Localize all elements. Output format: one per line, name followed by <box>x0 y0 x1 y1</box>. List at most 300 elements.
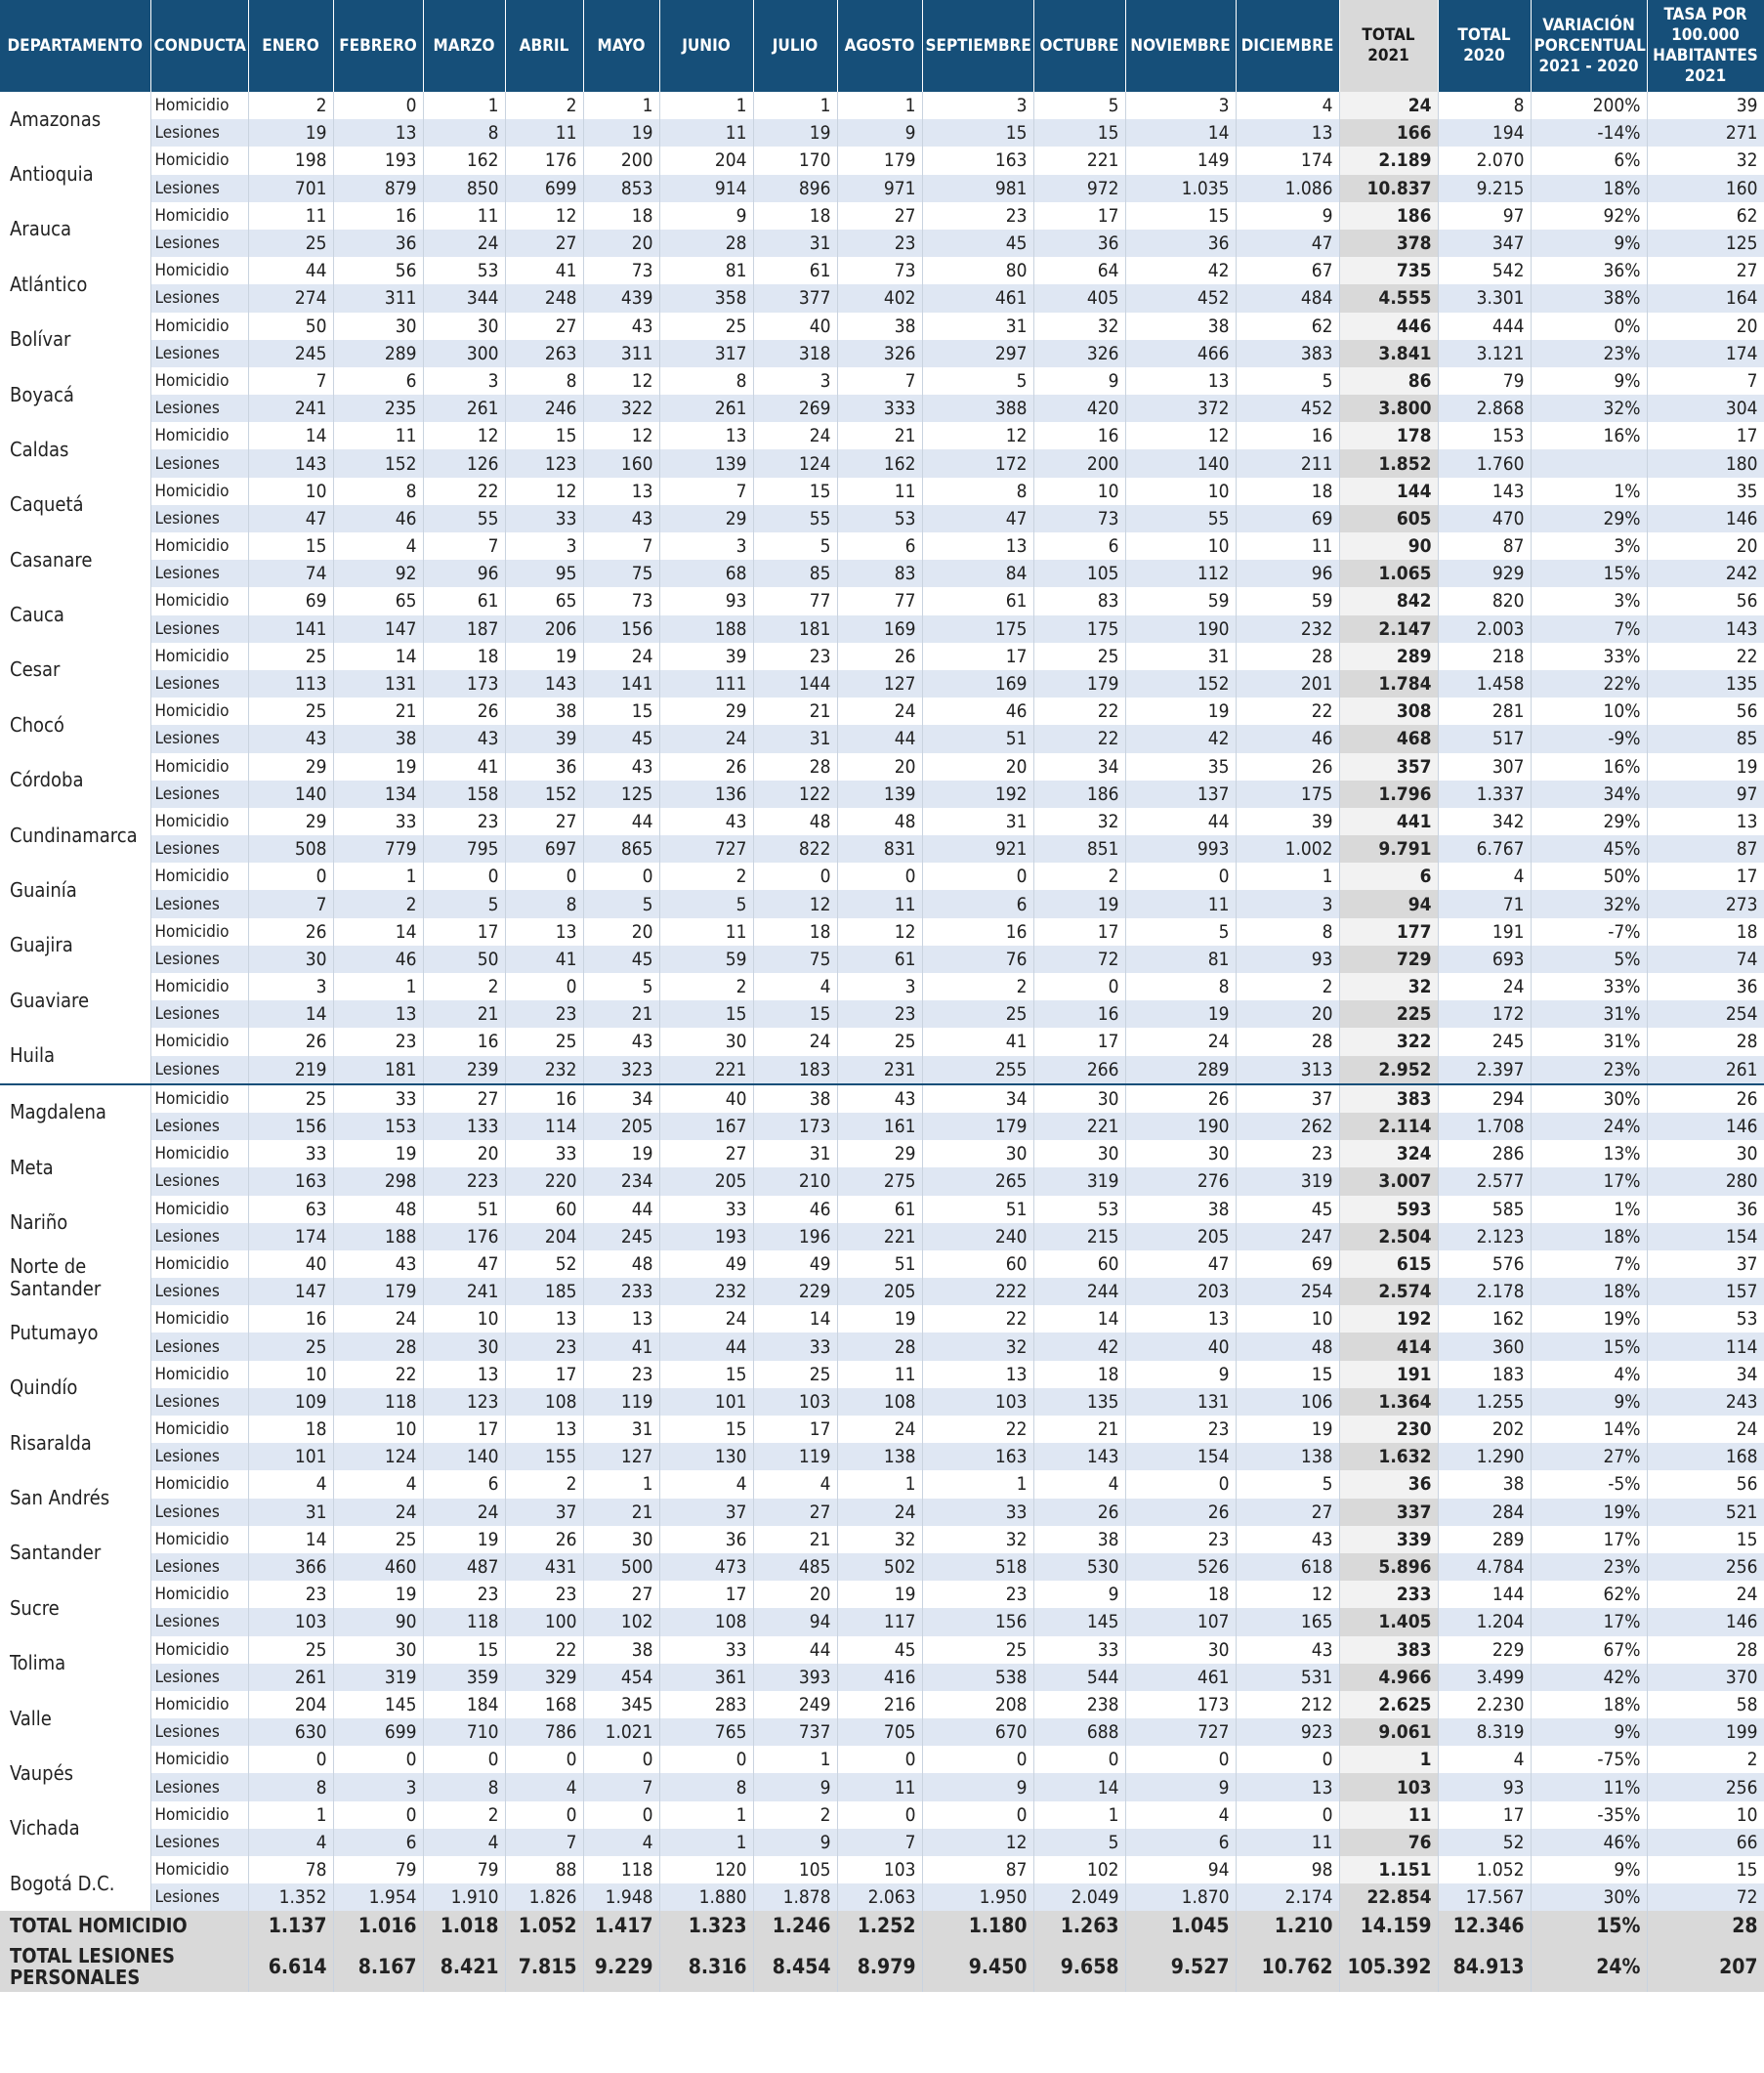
table-row <box>0 1388 1764 1416</box>
data-cell: 30 <box>248 946 333 973</box>
data-cell: 229 <box>1438 1636 1531 1664</box>
data-cell: -35% <box>1531 1801 1647 1829</box>
data-cell: 6.767 <box>1438 835 1531 863</box>
department-name: Guainía <box>0 863 150 917</box>
total-cell: 9.527 <box>1125 1940 1236 1992</box>
data-cell: 162 <box>837 449 922 477</box>
data-cell: 311 <box>333 284 423 312</box>
data-cell: 3 <box>837 973 922 1000</box>
data-cell: 0 <box>1033 973 1125 1000</box>
total-cell: 10.762 <box>1236 1940 1339 1992</box>
data-cell: 377 <box>753 284 837 312</box>
data-cell: 255 <box>922 1056 1033 1084</box>
data-cell: 38 <box>1033 1526 1125 1553</box>
data-cell: 30 <box>423 313 505 340</box>
data-cell: 103 <box>922 1388 1033 1416</box>
conduct-label: Homicidio <box>150 643 248 670</box>
data-cell: 15 <box>423 1636 505 1664</box>
data-cell: 18 <box>753 202 837 230</box>
data-cell: 10 <box>1236 1305 1339 1333</box>
data-cell: 388 <box>922 395 1033 422</box>
conduct-label: Homicidio <box>150 1526 248 1553</box>
data-cell: 22 <box>1236 698 1339 725</box>
data-cell: 245 <box>1438 1028 1531 1055</box>
data-cell: 73 <box>583 257 659 284</box>
total-2021-cell: 186 <box>1339 202 1438 230</box>
data-cell: 19 <box>505 643 583 670</box>
data-cell: 9 <box>753 1773 837 1800</box>
data-cell: 238 <box>1033 1691 1125 1718</box>
data-cell: 143 <box>1647 615 1764 643</box>
data-cell: 23 <box>505 1000 583 1028</box>
data-cell: 16 <box>333 202 423 230</box>
data-cell: 8 <box>248 1773 333 1800</box>
department-name: Santander <box>0 1526 150 1581</box>
data-cell: 30 <box>1125 1636 1236 1664</box>
data-cell: 289 <box>1125 1056 1236 1084</box>
data-cell: 15 <box>1647 1856 1764 1883</box>
data-cell: 851 <box>1033 835 1125 863</box>
data-cell: 896 <box>753 175 837 202</box>
data-cell: 929 <box>1438 560 1531 587</box>
data-cell: 194 <box>1438 119 1531 147</box>
data-cell: 1 <box>753 1746 837 1773</box>
data-cell: 79 <box>423 1856 505 1883</box>
table-row <box>0 1113 1764 1140</box>
data-cell: 37 <box>659 1499 753 1526</box>
data-cell: 2.049 <box>1033 1883 1125 1911</box>
data-cell: 0 <box>1125 863 1236 890</box>
data-cell: 232 <box>505 1056 583 1084</box>
data-cell: 10 <box>1125 478 1236 505</box>
data-cell: 65 <box>505 587 583 614</box>
data-cell: 24 <box>659 725 753 752</box>
data-cell: 14 <box>1033 1773 1125 1800</box>
data-cell: 102 <box>1033 1856 1125 1883</box>
total-2021-cell: 289 <box>1339 643 1438 670</box>
data-cell: 124 <box>753 449 837 477</box>
data-cell: 972 <box>1033 175 1125 202</box>
data-cell: 50% <box>1531 863 1647 890</box>
data-cell: 8.319 <box>1438 1718 1531 1746</box>
total-2021-cell: 4.966 <box>1339 1664 1438 1691</box>
data-cell: 24 <box>1125 1028 1236 1055</box>
data-cell: 156 <box>248 1113 333 1140</box>
data-cell: 155 <box>505 1443 583 1470</box>
data-cell: 22 <box>1647 643 1764 670</box>
data-cell: 65 <box>333 587 423 614</box>
data-cell: 45 <box>922 230 1033 257</box>
data-cell: 220 <box>505 1167 583 1195</box>
data-cell: 3 <box>1236 890 1339 917</box>
data-cell: 9% <box>1531 230 1647 257</box>
data-cell: 162 <box>423 147 505 174</box>
data-cell: 7 <box>1647 367 1764 395</box>
data-cell: 55 <box>753 505 837 532</box>
data-cell: 138 <box>837 1443 922 1470</box>
data-cell: 25 <box>248 1333 333 1360</box>
data-cell: 500 <box>583 1553 659 1581</box>
data-cell: 1 <box>423 92 505 119</box>
table-row <box>0 313 1764 340</box>
data-cell: 66 <box>1647 1829 1764 1856</box>
conduct-label: Homicidio <box>150 1250 248 1278</box>
data-cell: 261 <box>423 395 505 422</box>
total-2021-cell: 178 <box>1339 422 1438 449</box>
data-cell: 22 <box>423 478 505 505</box>
data-cell: 58 <box>1647 1691 1764 1718</box>
conduct-label: Lesiones <box>150 230 248 257</box>
data-cell: 8 <box>1438 92 1531 119</box>
data-cell: 5 <box>659 890 753 917</box>
data-cell: 25 <box>922 1000 1033 1028</box>
data-cell: 23 <box>248 1581 333 1608</box>
data-cell: 32 <box>1033 313 1125 340</box>
data-cell: 262 <box>1236 1113 1339 1140</box>
data-cell: 26 <box>837 643 922 670</box>
conduct-label: Lesiones <box>150 781 248 808</box>
data-cell: 55 <box>423 505 505 532</box>
data-cell: 9% <box>1531 1388 1647 1416</box>
data-cell: 221 <box>1033 147 1125 174</box>
data-cell: 23 <box>922 1581 1033 1608</box>
data-cell: 2 <box>505 1470 583 1498</box>
data-cell: 135 <box>1033 1388 1125 1416</box>
conduct-label: Lesiones <box>150 1664 248 1691</box>
data-cell: 45 <box>583 725 659 752</box>
data-cell: 118 <box>333 1388 423 1416</box>
table-row <box>0 890 1764 917</box>
table-row <box>0 1581 1764 1608</box>
data-cell: 30 <box>922 1140 1033 1167</box>
data-cell: 25 <box>248 230 333 257</box>
total-2021-cell: 94 <box>1339 890 1438 917</box>
data-cell: 43 <box>583 505 659 532</box>
table-row <box>0 1746 1764 1773</box>
data-cell: 53 <box>423 257 505 284</box>
data-cell: 28 <box>1647 1028 1764 1055</box>
table-body <box>0 92 1764 1992</box>
conduct-label: Homicidio <box>150 1084 248 1113</box>
data-cell <box>1531 449 1647 477</box>
data-cell: 149 <box>1125 147 1236 174</box>
data-cell: 7 <box>583 1773 659 1800</box>
data-cell: 33 <box>1033 1636 1125 1664</box>
table-row <box>0 1801 1764 1829</box>
data-cell: 45% <box>1531 835 1647 863</box>
data-cell: 16 <box>423 1028 505 1055</box>
data-cell: 4 <box>1438 1746 1531 1773</box>
department-name: Valle <box>0 1691 150 1746</box>
data-cell: 14 <box>248 422 333 449</box>
data-cell: 153 <box>333 1113 423 1140</box>
data-cell: 820 <box>1438 587 1531 614</box>
data-cell: 261 <box>248 1664 333 1691</box>
data-cell: 143 <box>248 449 333 477</box>
data-cell: 9 <box>922 1773 1033 1800</box>
table-row <box>0 615 1764 643</box>
data-cell: 779 <box>333 835 423 863</box>
data-cell: 168 <box>1647 1443 1764 1470</box>
total-cell: 7.815 <box>505 1940 583 1992</box>
data-cell: 21 <box>1033 1416 1125 1443</box>
data-cell: 727 <box>659 835 753 863</box>
data-cell: 95 <box>505 560 583 587</box>
data-cell: 15 <box>1647 1526 1764 1553</box>
data-cell: 113 <box>248 670 333 698</box>
data-cell: 31 <box>753 230 837 257</box>
data-cell: 454 <box>583 1664 659 1691</box>
data-cell: 3 <box>659 532 753 560</box>
data-cell: 17 <box>753 1416 837 1443</box>
total-2021-cell: 225 <box>1339 1000 1438 1028</box>
department-name: Bolívar <box>0 313 150 367</box>
data-cell: 37 <box>1647 1250 1764 1278</box>
department-name: Arauca <box>0 202 150 257</box>
data-cell: 173 <box>423 670 505 698</box>
data-cell: 44 <box>837 725 922 752</box>
data-cell: 94 <box>753 1608 837 1635</box>
data-cell: 5 <box>423 890 505 917</box>
data-cell: 0 <box>837 1746 922 1773</box>
data-cell: 19 <box>583 119 659 147</box>
data-cell: 170 <box>753 147 837 174</box>
data-cell: 22 <box>333 1361 423 1388</box>
data-cell: 2.230 <box>1438 1691 1531 1718</box>
data-cell: 4 <box>753 1470 837 1498</box>
data-cell: 5 <box>1033 1829 1125 1856</box>
data-cell: 16 <box>1033 1000 1125 1028</box>
data-cell: 8 <box>505 367 583 395</box>
total-2021-cell: 9.061 <box>1339 1718 1438 1746</box>
data-cell: 0% <box>1531 313 1647 340</box>
data-cell: 119 <box>753 1443 837 1470</box>
data-cell: 73 <box>837 257 922 284</box>
total-cell: 1.263 <box>1033 1911 1125 1940</box>
data-cell: 7% <box>1531 1250 1647 1278</box>
data-cell: 1.052 <box>1438 1856 1531 1883</box>
data-cell: 130 <box>659 1443 753 1470</box>
data-cell: 13 <box>423 1361 505 1388</box>
data-cell: 431 <box>505 1553 583 1581</box>
data-cell: 23 <box>423 1581 505 1608</box>
data-cell: 108 <box>837 1388 922 1416</box>
data-cell: 18 <box>1033 1361 1125 1388</box>
data-cell: 46 <box>922 698 1033 725</box>
data-cell: 23% <box>1531 1056 1647 1084</box>
data-cell: 24 <box>659 1305 753 1333</box>
data-cell: 508 <box>248 835 333 863</box>
data-cell: 30 <box>583 1526 659 1553</box>
data-cell: 172 <box>1438 1000 1531 1028</box>
data-cell: 261 <box>659 395 753 422</box>
data-cell: 174 <box>1236 147 1339 174</box>
column-header: TOTAL 2020 <box>1438 0 1531 92</box>
data-cell: 184 <box>423 1691 505 1718</box>
data-cell: 879 <box>333 175 423 202</box>
data-cell: 41 <box>505 946 583 973</box>
data-cell: 163 <box>248 1167 333 1195</box>
data-cell: 27% <box>1531 1443 1647 1470</box>
table-row <box>0 973 1764 1000</box>
conduct-label: Homicidio <box>150 532 248 560</box>
conduct-label: Homicidio <box>150 973 248 1000</box>
data-cell: 163 <box>922 1443 1033 1470</box>
conduct-label: Homicidio <box>150 1801 248 1829</box>
column-header: CONDUCTA <box>150 0 248 92</box>
data-cell: 196 <box>753 1223 837 1250</box>
data-cell: 193 <box>333 147 423 174</box>
data-cell: -5% <box>1531 1470 1647 1498</box>
data-cell: 13 <box>1125 1305 1236 1333</box>
data-cell: 8 <box>922 478 1033 505</box>
data-cell: 158 <box>423 781 505 808</box>
data-cell: 140 <box>423 1443 505 1470</box>
data-cell: 60 <box>505 1196 583 1223</box>
data-cell: 126 <box>423 449 505 477</box>
data-cell: 23% <box>1531 1553 1647 1581</box>
data-cell: 13 <box>505 1416 583 1443</box>
column-header: VARIACIÓN PORCENTUAL 2021 - 2020 <box>1531 0 1647 92</box>
data-cell: 25 <box>248 1084 333 1113</box>
data-cell: 81 <box>659 257 753 284</box>
table-row <box>0 478 1764 505</box>
data-cell: 12 <box>505 478 583 505</box>
total-2021-cell: 1.065 <box>1339 560 1438 587</box>
data-cell: 38 <box>1125 313 1236 340</box>
data-cell: 452 <box>1236 395 1339 422</box>
data-cell: 154 <box>1647 1223 1764 1250</box>
conduct-label: Lesiones <box>150 340 248 367</box>
data-cell: 19 <box>1125 1000 1236 1028</box>
data-cell: 538 <box>922 1664 1033 1691</box>
table-row <box>0 560 1764 587</box>
data-cell: 1.290 <box>1438 1443 1531 1470</box>
data-cell: 10 <box>423 1305 505 1333</box>
data-cell: 6 <box>922 890 1033 917</box>
total-2021-cell: 233 <box>1339 1581 1438 1608</box>
data-cell: 670 <box>922 1718 1033 1746</box>
conduct-label: Homicidio <box>150 1746 248 1773</box>
data-cell: 63 <box>248 1196 333 1223</box>
data-cell: 24% <box>1531 1113 1647 1140</box>
data-cell: 323 <box>583 1056 659 1084</box>
conduct-label: Lesiones <box>150 1223 248 1250</box>
data-cell: 168 <box>505 1691 583 1718</box>
department-name: San Andrés <box>0 1470 150 1525</box>
conduct-label: Homicidio <box>150 1636 248 1664</box>
data-cell: 87 <box>1438 532 1531 560</box>
data-cell: 83 <box>837 560 922 587</box>
data-cell: 33 <box>922 1499 1033 1526</box>
data-cell: 19 <box>333 1140 423 1167</box>
data-cell: 19 <box>333 1581 423 1608</box>
table-row <box>0 1223 1764 1250</box>
data-cell: 204 <box>659 147 753 174</box>
data-cell: 17 <box>1033 1028 1125 1055</box>
data-cell: 14 <box>248 1000 333 1028</box>
data-cell: 50 <box>248 313 333 340</box>
total-cell: 1.246 <box>753 1911 837 1940</box>
table-row <box>0 1691 1764 1718</box>
table-row <box>0 1718 1764 1746</box>
data-cell: 853 <box>583 175 659 202</box>
data-cell: 30 <box>1125 1140 1236 1167</box>
data-cell: 317 <box>659 340 753 367</box>
data-cell: 23 <box>505 1333 583 1360</box>
data-cell: 33 <box>753 1333 837 1360</box>
data-cell: 190 <box>1125 1113 1236 1140</box>
data-cell: 765 <box>659 1718 753 1746</box>
data-cell: 48 <box>1236 1333 1339 1360</box>
data-cell: 1.021 <box>583 1718 659 1746</box>
data-cell: 61 <box>423 587 505 614</box>
data-cell: 18% <box>1531 1691 1647 1718</box>
data-cell: 20 <box>1647 532 1764 560</box>
data-cell: 30 <box>333 313 423 340</box>
data-cell: 169 <box>922 670 1033 698</box>
data-cell: 0 <box>505 863 583 890</box>
data-cell: 87 <box>922 1856 1033 1883</box>
conduct-label: Lesiones <box>150 725 248 752</box>
data-cell: 23 <box>837 1000 922 1028</box>
table-row <box>0 1499 1764 1526</box>
total-2021-cell: 729 <box>1339 946 1438 973</box>
data-cell: 188 <box>333 1223 423 1250</box>
data-cell: 5 <box>1236 367 1339 395</box>
data-cell: 232 <box>659 1278 753 1305</box>
data-cell: 103 <box>248 1608 333 1635</box>
data-cell: 47 <box>1236 230 1339 257</box>
conduct-label: Lesiones <box>150 890 248 917</box>
data-cell: 521 <box>1647 1499 1764 1526</box>
data-cell: 127 <box>837 670 922 698</box>
data-cell: 20 <box>1236 1000 1339 1028</box>
data-cell: 19 <box>1647 753 1764 781</box>
data-cell: 0 <box>1236 1746 1339 1773</box>
data-cell: 20 <box>583 230 659 257</box>
department-name: Vichada <box>0 1801 150 1856</box>
data-cell: 206 <box>505 615 583 643</box>
department-name: Guajira <box>0 918 150 973</box>
data-cell: 14 <box>753 1305 837 1333</box>
conduct-label: Lesiones <box>150 1608 248 1635</box>
data-cell: 283 <box>659 1691 753 1718</box>
data-cell: 24 <box>1438 973 1531 1000</box>
data-cell: 23% <box>1531 340 1647 367</box>
data-cell: 11 <box>333 422 423 449</box>
data-cell: 96 <box>423 560 505 587</box>
data-cell: -14% <box>1531 119 1647 147</box>
data-cell: 544 <box>1033 1664 1125 1691</box>
data-cell: 4 <box>423 1829 505 1856</box>
data-cell: 12 <box>505 202 583 230</box>
data-cell: 1.870 <box>1125 1883 1236 1911</box>
data-cell: 484 <box>1236 284 1339 312</box>
data-cell: 12 <box>922 422 1033 449</box>
total-2021-cell: 166 <box>1339 119 1438 147</box>
data-cell: 7 <box>837 1829 922 1856</box>
data-cell: 416 <box>837 1664 922 1691</box>
data-cell: 40 <box>1125 1333 1236 1360</box>
data-cell: 221 <box>1033 1113 1125 1140</box>
data-cell: 127 <box>583 1443 659 1470</box>
total-2021-cell: 1.405 <box>1339 1608 1438 1635</box>
data-cell: 46 <box>333 946 423 973</box>
data-cell: 25 <box>659 313 753 340</box>
data-cell: 705 <box>837 1718 922 1746</box>
data-cell: 105 <box>1033 560 1125 587</box>
